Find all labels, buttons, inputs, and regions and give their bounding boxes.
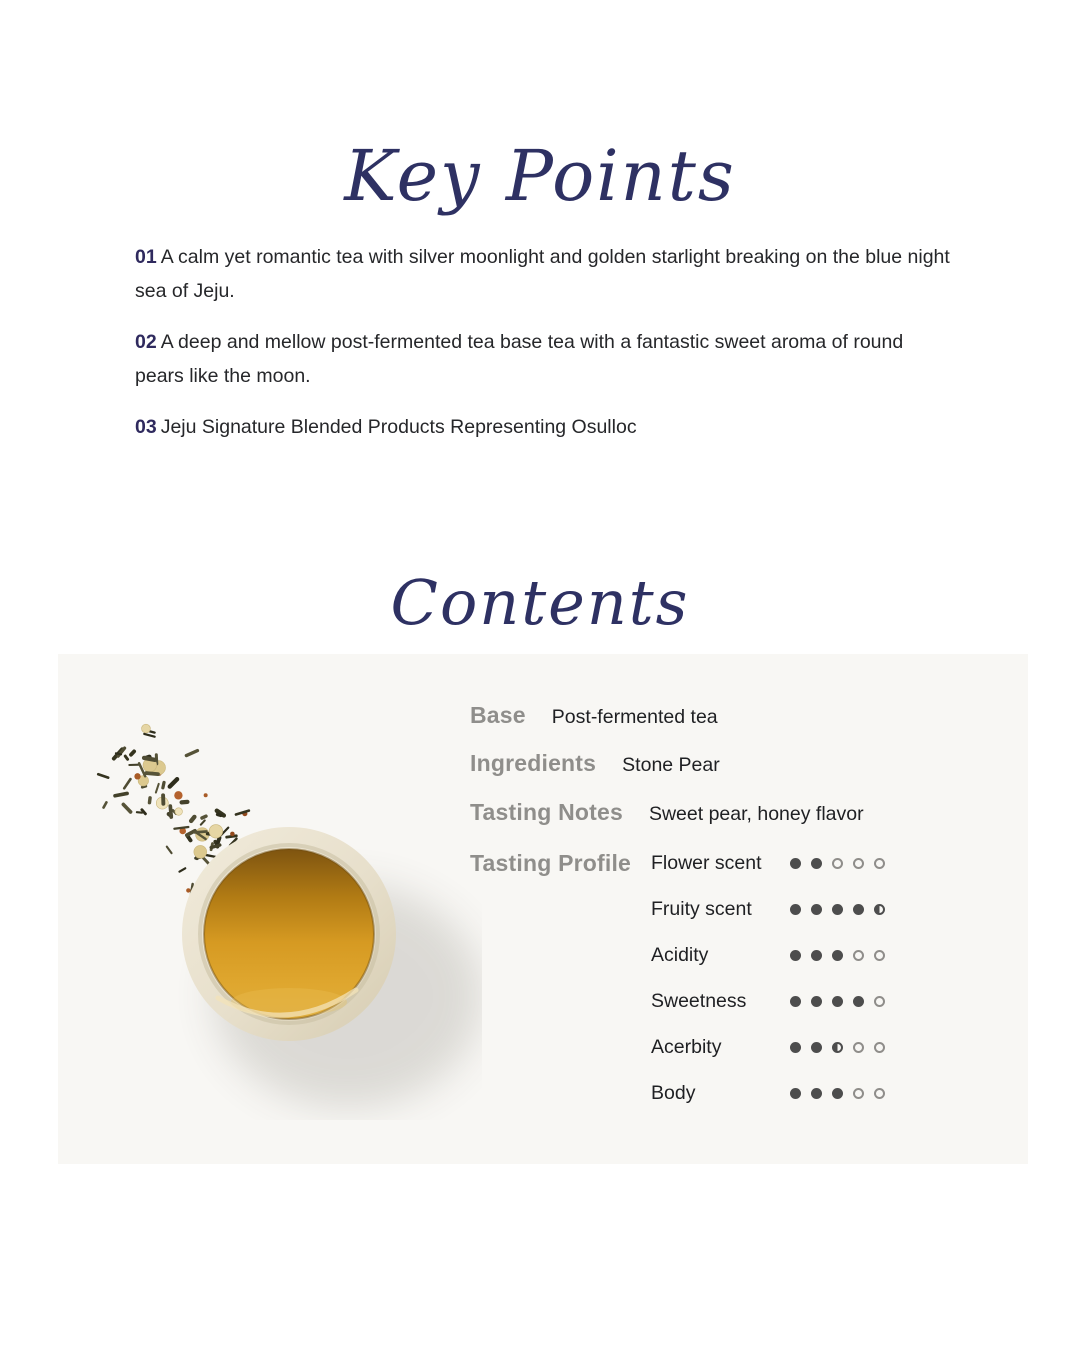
rating-dot-full (832, 1088, 843, 1099)
rating-dot-empty (874, 1088, 885, 1099)
rating-dot-full (790, 996, 801, 1007)
profile-attribute-name: Flower scent (651, 851, 762, 874)
tea-leaf-speck (175, 808, 182, 815)
tea-leaf-speck (134, 773, 140, 779)
tea-leaf-speck (97, 773, 110, 780)
rating-dot-empty (874, 1042, 885, 1053)
tea-leaf-speck (121, 802, 133, 815)
tea-leaf-speck (186, 888, 190, 892)
rating-dot-half (832, 1042, 843, 1053)
tea-leaf-speck (167, 776, 180, 789)
tea-leaf-speck (165, 845, 173, 855)
tea-leaf-speck (155, 783, 160, 794)
tea-leaf-speck (209, 825, 223, 839)
rating-dots (790, 996, 885, 1007)
tea-leaf-speck (184, 748, 199, 757)
tea-leaf-speck (204, 793, 208, 797)
spec-row-ingredients (470, 750, 720, 777)
tea-leaf-speck (148, 796, 152, 805)
spec-value-base: Post-fermented tea (551, 706, 718, 728)
rating-dot-empty (853, 1088, 864, 1099)
key-point-number: 01 (135, 246, 157, 268)
tea-leaf-speck (174, 791, 182, 799)
rating-dot-full (790, 950, 801, 961)
rating-dot-empty (853, 950, 864, 961)
rating-dot-full (832, 996, 843, 1007)
rating-dots (790, 904, 885, 915)
spec-label-ingredients: Ingredients (470, 750, 597, 776)
spec-row-tasting-notes (470, 799, 864, 826)
profile-attribute-name: Sweetness (651, 989, 747, 1012)
rating-dot-full (853, 904, 864, 915)
tea-leaf-speck (199, 819, 206, 826)
key-point-number: 02 (135, 331, 157, 353)
tea-leaf-speck (122, 777, 132, 790)
rating-dot-full (790, 1042, 801, 1053)
profile-attribute-name: Acerbity (651, 1035, 722, 1058)
profile-row (651, 942, 885, 968)
rating-dot-full (811, 950, 822, 961)
rating-dot-empty (874, 858, 885, 869)
rating-dot-full (790, 1088, 801, 1099)
contents-panel (58, 654, 1028, 1164)
tea-cup-photo (86, 720, 482, 1120)
rating-dots (790, 858, 885, 869)
key-point-item (135, 410, 957, 444)
rating-dot-full (811, 858, 822, 869)
rating-dot-full (811, 1088, 822, 1099)
rating-dot-full (790, 858, 801, 869)
rating-dots (790, 1088, 885, 1099)
rating-dot-empty (874, 950, 885, 961)
profile-attribute-name: Body (651, 1081, 696, 1104)
tea-leaf-speck (161, 793, 165, 805)
tea-leaf-speck (128, 749, 137, 758)
rating-dots (790, 1042, 885, 1053)
spec-label-base: Base (470, 702, 526, 728)
tea-cup-top-view (182, 827, 396, 1041)
tea-leaf-speck (230, 832, 235, 837)
profile-attribute-name: Fruity scent (651, 897, 752, 920)
tea-leaf-speck (113, 791, 129, 798)
spec-value-ingredients: Stone Pear (622, 754, 720, 776)
rating-dot-empty (853, 858, 864, 869)
tea-leaf-speck (123, 754, 129, 761)
profile-row (651, 1034, 885, 1060)
key-point-text: A deep and mellow post-fermented tea base tea with a fantastic sweet aroma of round pears like the moon. (135, 331, 904, 387)
rating-dots (790, 950, 885, 961)
rating-dot-half (874, 904, 885, 915)
profile-row (651, 850, 885, 876)
rating-dot-empty (874, 996, 885, 1007)
rating-dot-full (811, 996, 822, 1007)
profile-row (651, 1080, 885, 1106)
tea-leaf-speck (102, 801, 108, 810)
spec-row-base (470, 702, 718, 729)
key-point-item (135, 325, 957, 393)
tea-leaf-speck (142, 724, 151, 733)
tea-leaf-speck (200, 814, 209, 821)
rating-dot-empty (832, 858, 843, 869)
key-points-title: Key Points (344, 134, 736, 217)
rating-dot-empty (853, 1042, 864, 1053)
rating-dot-full (853, 996, 864, 1007)
rating-dot-full (811, 1042, 822, 1053)
contents-title: Contents (390, 565, 690, 639)
rating-dot-full (790, 904, 801, 915)
tea-leaf-speck (178, 867, 187, 873)
profile-attribute-name: Acidity (651, 943, 709, 966)
key-point-text: A calm yet romantic tea with silver moonlight and golden starlight breaking on the blue night sea of Jeju. (135, 246, 950, 302)
tea-leaf-speck (161, 780, 166, 789)
tea-leaf-speck (234, 809, 250, 816)
rating-dot-full (832, 950, 843, 961)
profile-row (651, 896, 885, 922)
rating-dot-full (811, 904, 822, 915)
key-point-item (135, 240, 957, 308)
key-point-number: 03 (135, 416, 157, 438)
key-points-list (135, 240, 957, 461)
rating-dot-full (832, 904, 843, 915)
spec-value-tasting-notes: Sweet pear, honey flavor (648, 803, 864, 825)
tea-leaf-speck (179, 800, 189, 805)
tea-leaf-speck (188, 814, 197, 824)
profile-row (651, 988, 885, 1014)
tea-leaf-speck (194, 845, 207, 858)
key-point-text: Jeju Signature Blended Products Representing Osulloc (160, 416, 637, 438)
spec-label-tasting-notes: Tasting Notes (470, 799, 623, 825)
spec-label-tasting-profile: Tasting Profile (470, 850, 632, 876)
